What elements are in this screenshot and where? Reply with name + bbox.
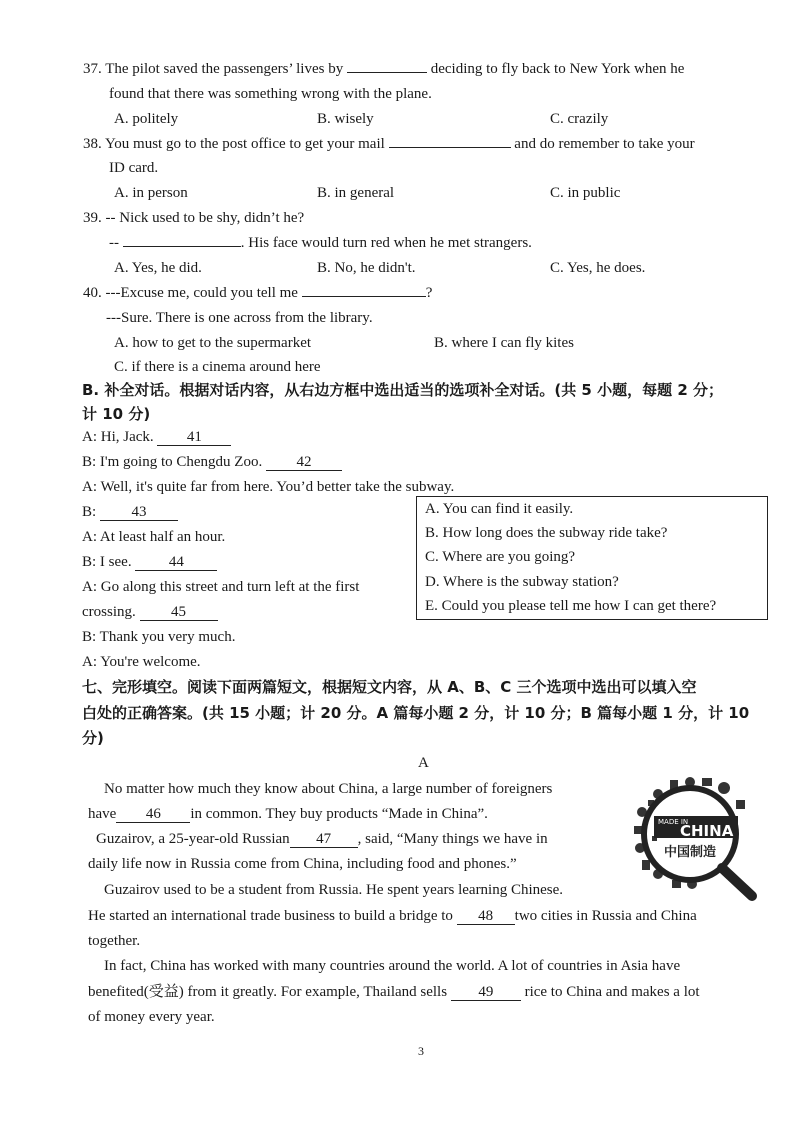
options-box [416, 496, 768, 620]
q37-option-b[interactable]: B. wisely [317, 111, 374, 127]
q40-option-b[interactable]: B. where I can fly kites [434, 335, 574, 351]
made-in-text: MADE IN [658, 818, 689, 826]
q40-stem-line1 [83, 283, 432, 303]
dialogue-text: B: I'm going to Chengdu Zoo. [82, 454, 263, 470]
q37-stem-start: 37. The pilot saved the passengers’ lives by [83, 61, 344, 77]
q39-option-a[interactable]: A. Yes, he did. [114, 260, 202, 276]
q39-option-b[interactable]: B. No, he didn't. [317, 260, 416, 276]
q40-option-a[interactable]: A. how to get to the supermarket [114, 335, 312, 351]
blank-46[interactable]: 46 [116, 806, 190, 823]
box-option-c[interactable]: C. Where are you going? [425, 549, 576, 565]
page-number: 3 [418, 1044, 424, 1058]
passage-text: rice to China and makes a lot [524, 984, 700, 1000]
passage-p3-line2 [88, 906, 697, 926]
q39-option-c[interactable]: C. Yes, he does. [550, 260, 646, 276]
q39-stem-line2 [109, 233, 532, 253]
blank-45[interactable]: 45 [140, 604, 218, 621]
box-option-d[interactable]: D. Where is the subway station? [425, 574, 619, 590]
china-text: CHINA [680, 822, 734, 840]
q38-option-b[interactable]: B. in general [317, 185, 395, 201]
q38-stem-start: 38. You must go to the post office to get your mail [83, 136, 385, 152]
dialogue-line-6 [82, 552, 217, 572]
q38-blank[interactable] [389, 147, 511, 148]
passage-p1-line2 [88, 804, 488, 824]
q37-stem-line1 [83, 59, 684, 79]
q39-stem-line1: 39. -- Nick used to be shy, didn’t he? [83, 210, 305, 226]
passage-p1-line1: No matter how much they know about China, a large number of foreigners [104, 781, 553, 797]
section-7-title-line3: 分) [82, 729, 104, 747]
dialogue-line-1 [82, 427, 231, 447]
made-in-china-image [628, 772, 760, 902]
q40-blank[interactable] [302, 296, 426, 297]
q37-option-c[interactable]: C. crazily [550, 111, 609, 127]
passage-text: two cities in Russia and China [514, 908, 697, 924]
dialogue-line-9: B: Thank you very much. [82, 629, 236, 645]
passage-text: Guzairov, a 25-year-old Russian [96, 831, 290, 847]
q40-question-mark: ? [425, 285, 433, 301]
q38-option-c[interactable]: C. in public [550, 185, 621, 201]
passage-p2-line1 [96, 829, 548, 849]
dialogue-text: B: [82, 504, 97, 520]
dialogue-text: crossing. [82, 604, 136, 620]
blank-48[interactable]: 48 [457, 908, 515, 925]
blank-49[interactable]: 49 [451, 984, 521, 1001]
passage-p2-line2: daily life now in Russia come from China, including food and phones.” [88, 856, 517, 872]
passage-p3-line1: Guzairov used to be a student from Russia. He spent years learning Chinese. [104, 882, 564, 898]
section-b-title-line2: 计 10 分) [82, 405, 151, 423]
box-option-e[interactable]: E. Could you please tell me how I can get there? [425, 598, 717, 614]
magnifier-illustration [628, 772, 760, 902]
passage-p4-line3: of money every year. [88, 1009, 215, 1025]
q39-stem-end: . His face would turn red when he met strangers. [240, 235, 532, 251]
blank-43[interactable]: 43 [100, 504, 178, 521]
dialogue-text: A: Hi, Jack. [82, 429, 154, 445]
box-option-b[interactable]: B. How long does the subway ride take? [425, 525, 668, 541]
q38-stem-end: and do remember to take your [514, 136, 695, 152]
q39-dash: -- [109, 235, 119, 251]
q40-option-c[interactable]: C. if there is a cinema around here [114, 359, 321, 375]
chinese-made-text: 中国制造 [664, 845, 717, 860]
q37-stem-line2: found that there was something wrong with the plane. [109, 86, 432, 102]
passage-text: in common. They buy products “Made in China”. [190, 806, 488, 822]
q40-stem-start: 40. ---Excuse me, could you tell me [83, 285, 298, 301]
q38-option-a[interactable]: A. in person [114, 185, 188, 201]
dialogue-line-3: A: Well, it's quite far from here. You’d better take the subway. [82, 479, 455, 495]
passage-text: have [88, 806, 117, 822]
blank-41[interactable]: 41 [157, 429, 231, 446]
blank-42[interactable]: 42 [266, 454, 342, 471]
blank-44[interactable]: 44 [135, 554, 217, 571]
q37-blank[interactable] [347, 72, 427, 73]
section-b-title-line1: B. 补全对话。根据对话内容，从右边方框中选出适当的选项补全对话。(共 5 小题，每题 2 分； [82, 381, 723, 399]
section-7-title-line1: 七、完形填空。阅读下面两篇短文，根据短文内容，从 A、B、C 三个选项中选出可以填入空 [82, 678, 697, 696]
q38-stem-line2: ID card. [109, 160, 159, 176]
box-option-a[interactable]: A. You can find it easily. [425, 501, 574, 517]
passage-text: , said, “Many things we have in [357, 831, 548, 847]
dialogue-line-7: A: Go along this street and turn left at the first [82, 579, 360, 595]
q37-option-a[interactable]: A. politely [114, 111, 179, 127]
q37-stem-end: deciding to fly back to New York when he [430, 61, 685, 77]
blank-47[interactable]: 47 [290, 831, 358, 848]
dialogue-line-2 [82, 452, 342, 472]
passage-p4-line1: In fact, China has worked with many countries around the world. A lot of countries in Asia have [104, 958, 681, 974]
dialogue-line-10: A: You're welcome. [82, 654, 201, 670]
passage-text: He started an international trade business to build a bridge to [88, 908, 453, 924]
q39-blank[interactable] [123, 246, 241, 247]
passage-p4-line2 [88, 982, 700, 1002]
q38-stem-line1 [83, 134, 695, 154]
passage-text: benefited(受益) from it greatly. For example, Thailand sells [88, 984, 448, 1000]
dialogue-line-5: A: At least half an hour. [82, 529, 226, 545]
passage-p3-line3: together. [88, 933, 141, 949]
section-7-title-line2: 白处的正确答案。(共 15 小题；计 20 分。A 篇每小题 2 分，计 10 分；B 篇每小题 1 分，计 10 [82, 704, 750, 722]
q40-stem-line2: ---Sure. There is one across from the library. [106, 310, 373, 326]
dialogue-text: B: I see. [82, 554, 132, 570]
dialogue-line-4 [82, 502, 178, 522]
dialogue-line-8 [82, 602, 218, 622]
passage-label: A [418, 755, 429, 771]
